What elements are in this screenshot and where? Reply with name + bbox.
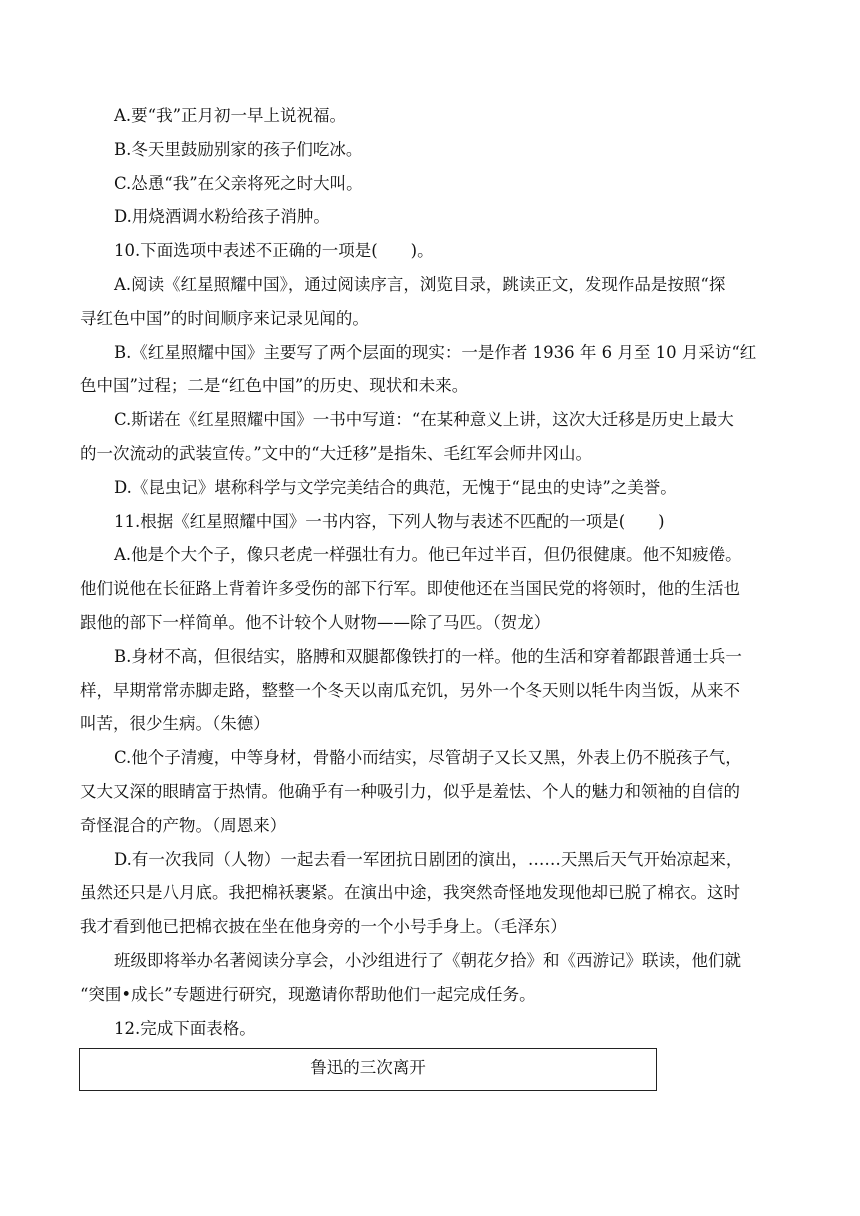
q11-option-c-line-2: 又大又深的眼睛富于热情。他确乎有一种吸引力，似乎是羞怯、个人的魅力和领袖的自信的 [80,781,740,801]
table-header-text: 鲁迅的三次离开 [310,1058,426,1077]
q10-option-c-line-2: 的一次流动的武装宣传。”文中的“大迁移”是指朱、毛红军会师井冈山。 [80,443,593,463]
q11-option-c-line-3: 奇怪混合的产物。（周恩来） [80,815,287,835]
question-11-stem: 11.根据《红星照耀中国》一书内容，下列人物与表述不匹配的一项是( ) [114,511,665,531]
q11-option-a-line-1: A.他是个大个子，像只老虎一样强壮有力。他已年过半百，但仍很健康。他不知疲倦。 [114,545,742,565]
intro-line-1: 班级即将举办名著阅读分享会，小沙组进行了《朝花夕拾》和《西游记》联读，他们就 [114,950,741,970]
q11-option-d-line-2: 虽然还只是八月底。我把棉袄裹紧。在演出中途，我突然奇怪地发现他却已脱了棉衣。这时 [80,883,740,903]
option-a-prev: A.要“我”正月初一早上说祝福。 [114,106,347,125]
q11-option-d-line-1: D.有一次我同（人物）一起去看一军团抗日剧团的演出，……天黑后天气开始凉起来， [114,849,743,869]
q11-option-a-line-3: 跟他的部下一样简单。他不计较个人财物——除了马匹。（贺龙） [80,612,551,632]
q10-option-b-line-2: 色中国”过程；二是“红色中国”的历史、现状和未来。 [80,376,469,396]
question-10-stem: 10.下面选项中表述不正确的一项是( )。 [114,241,434,261]
q11-option-a-line-2: 他们说他在长征路上背着许多受伤的部下行军。即使他还在当国民党的将领时，他的生活也 [80,579,740,599]
q11-option-b-line-2: 样，早期常常赤脚走路，整整一个冬天以南瓜充饥，另外一个冬天则以牦牛肉当饭，从来不 [80,680,740,700]
q10-option-a-line-2: 寻红色中国”的时间顺序来记录见闻的。 [80,308,369,328]
option-b-prev: B.冬天里鼓励别家的孩子们吃冰。 [114,139,363,159]
q10-option-a-line-1: A.阅读《红星照耀中国》，通过阅读序言，浏览目录，跳读正文，发现作品是按照“探 [114,274,726,294]
q11-option-d-line-3: 我才看到他已把棉衣披在坐在他身旁的一个小号手身上。（毛泽东） [80,917,567,937]
question-12-stem: 12.完成下面表格。 [114,1018,256,1038]
q11-option-b-line-1: B.身材不高，但很结实，胳膊和双腿都像铁打的一样。他的生活和穿着都跟普通士兵一 [114,646,742,666]
q10-option-b-line-1: B.《红星照耀中国》主要写了两个层面的现实：一是作者 1936 年 6 月至 10 月采访“红 [114,342,757,362]
q11-option-c-line-1: C.他个子清瘦，中等身材，骨骼小而结实，尽管胡子又长又黑，外表上仍不脱孩子气， [114,748,742,768]
option-d-prev: D.用烧酒调水粉给孩子消肿。 [114,207,330,227]
option-c-prev: C.怂恿“我”在父亲将死之时大叫。 [114,173,363,193]
document-body [80,99,776,1045]
q10-option-c-line-1: C.斯诺在《红星照耀中国》一书中写道：“在某种意义上讲，这次大迁移是历史上最大 [114,410,734,430]
q10-option-d: D.《昆虫记》堪称科学与文学完美结合的典范，无愧于“昆虫的史诗”之美誉。 [114,477,677,497]
intro-line-2: “突围•成长”专题进行研究，现邀请你帮助他们一起完成任务。 [80,984,536,1004]
q11-option-b-line-3: 叫苦，很少生病。（朱德） [80,714,270,734]
table-header-cell [79,1048,657,1091]
